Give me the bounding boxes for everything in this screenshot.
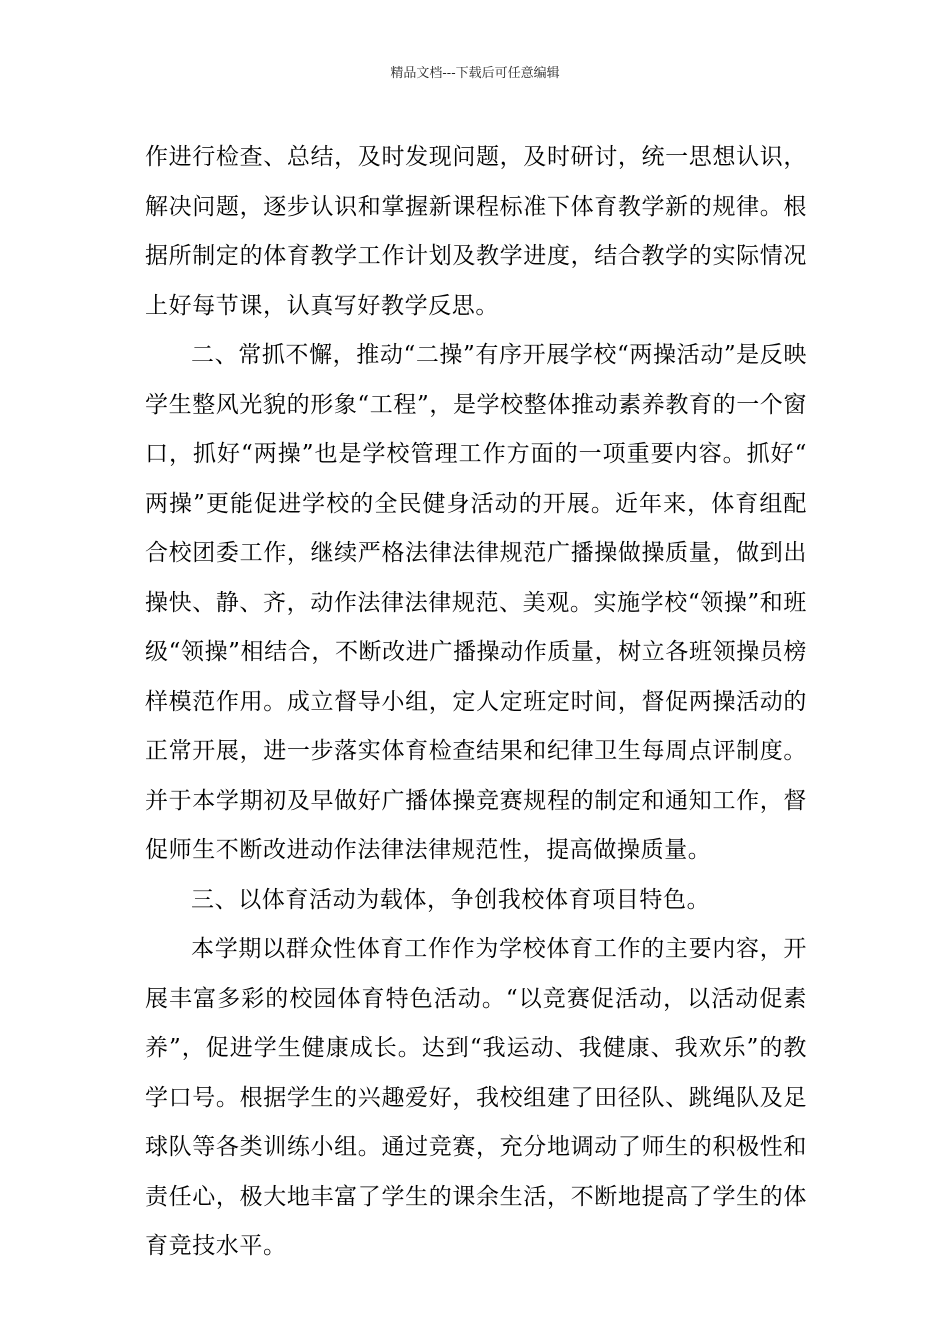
paragraph-section-three-body: 本学期以群众性体育工作作为学校体育工作的主要内容，开展丰富多彩的校园体育特色活动。“以竞赛促活动，以活动促素养”，促进学生健康成长。达到“我运动、我健康、我欢乐”的教学口号。根据学生的兴趣爱好，我校组建了田径队、跳绳队及足球队等各类训练小组。通过竞赛，充分地调动了师生的积极性和责任心，极大地丰富了学生的课余生活，不断地提高了学生的体育竞技水平。 <box>145 936 807 1259</box>
page-header: 精品文档---下载后可任意编辑 <box>390 66 560 81</box>
document-body <box>145 133 807 1272</box>
paragraph-section-three-heading: 三、以体育活动为载体，争创我校体育项目特色。 <box>191 886 711 913</box>
paragraph-continuation: 作进行检查、总结，及时发现问题，及时研讨，统一思想认识，解决问题，逐步认识和掌握新课程标准下体育教学新的规律。根据所制定的体育教学工作计划及教学进度，结合教学的实际情况上好每节课，认真写好教学反思。 <box>145 144 807 319</box>
paragraph-section-two: 二、常抓不懈，推动“二操”有序开展学校“两操活动”是反映学生整风光貌的形象“工程”，是学校整体推动素养教育的一个窗口，抓好“两操”也是学校管理工作方面的一项重要内容。抓好“两操”更能促进学校的全民健身活动的开展。近年来，体育组配合校团委工作，继续严格法律法律规范广播操做操质量，做到出操快、静、齐，动作法律法律规范、美观。实施学校“领操”和班级“领操”相结合，不断改进广播操动作质量，树立各班领操员榜样模范作用。成立督导小组，定人定班定时间，督促两操活动的正常开展，进一步落实体育检查结果和纪律卫生每周点评制度。并于本学期初及早做好广播体操竞赛规程的制定和通知工作，督促师生不断改进动作法律法律规范性，提高做操质量。 <box>145 342 807 863</box>
